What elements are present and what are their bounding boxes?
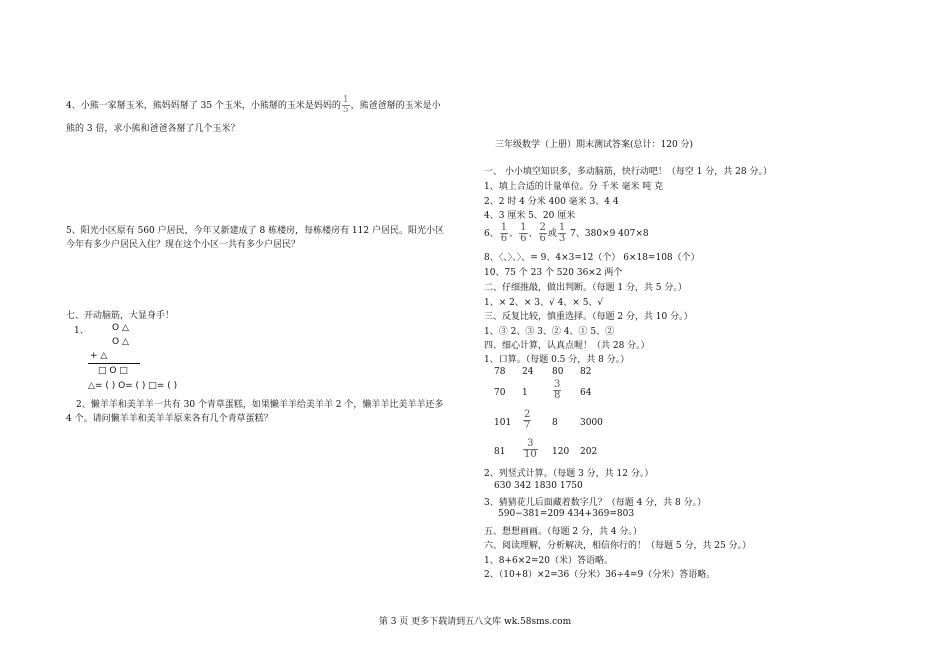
- s4-item-3-answers: 590−381=209 434+369=803: [498, 509, 635, 519]
- puzzle-2-line1: 2、懒羊羊和美羊羊一共有 30 个青草蛋糕，如果懒羊羊给美羊羊 2 个，懒羊羊比美羊羊还多: [76, 400, 444, 410]
- frac-numerator: 1: [500, 222, 508, 233]
- s2-answers: 1、× 2、× 3、√ 4、× 5、√: [484, 298, 604, 308]
- calc-cell: 82: [580, 367, 592, 377]
- section-1: 一、 小小填空知识多，多动脑筋，快行动吧！（每空 1 分，共 28 分。）: [484, 167, 772, 177]
- puzzle-row-2: O △: [112, 337, 129, 347]
- calc-cell: 24: [522, 367, 534, 377]
- s3-answers: 1、③ 2、③ 3、② 4、① 5、②: [484, 327, 615, 337]
- s4-item-1: 1、口算。（每题 0.5 分，共 8 分。）: [484, 355, 630, 365]
- section-3: 三、反复比较，慎重选择。（每题 2 分，共 10 分。）: [484, 312, 693, 322]
- question-5-line2: 今年有多少户居民入住？现在这个小区一共有多少户居民？: [66, 240, 301, 250]
- frac-numerator: 2: [539, 222, 546, 233]
- frac-denominator: 6: [539, 233, 546, 244]
- fraction-3: [539, 223, 547, 244]
- section-6: 六、阅读理解，分析解决，相信你行的！（每题 5 分，共 25 分。）: [484, 541, 752, 551]
- s1-6-tail: 7、380×9 407×8: [567, 229, 649, 239]
- frac-numerator: 2: [524, 409, 531, 420]
- s1-item-10: 10、75 个 23 个 520 36×2 两个: [484, 268, 623, 278]
- calc-cell: 202: [580, 447, 598, 457]
- frac-numerator: 3: [523, 439, 538, 450]
- frac-numerator: 1: [558, 222, 566, 233]
- fraction-one-fifth: [342, 96, 350, 115]
- calc-cell: 80: [552, 367, 564, 377]
- calc-cell: 8: [552, 418, 558, 428]
- calc-cell: 101: [494, 418, 512, 428]
- frac-denominator: 6: [500, 233, 508, 244]
- question-4-line1: [66, 96, 441, 115]
- separator: 或: [547, 229, 557, 239]
- fraction-4: [558, 223, 566, 244]
- separator: 、: [509, 229, 519, 239]
- frac-numerator: 1: [520, 222, 527, 233]
- q4-text-a: 4、小熊一家掰玉米，熊妈妈掰了 35 个玉米，小熊掰的玉米是妈妈的: [66, 101, 341, 111]
- puzzle-1-label: 1、: [74, 326, 89, 336]
- calc-cell: 120: [552, 447, 570, 457]
- s6-item-2: 2、（10+8）×2=36（分米）36÷4=9（分米）答语略。: [484, 570, 716, 580]
- question-5-line1: 5、阳光小区原有 560 户居民，今年又新建成了 8 栋楼房，每栋楼房有 112 户居民。阳光小区: [66, 226, 444, 236]
- frac-denominator: 7: [524, 420, 531, 431]
- section-4: 四、细心计算，认真点喔！（共 28 分。）: [484, 341, 650, 351]
- frac-denominator: 6: [520, 233, 527, 244]
- question-4-line2: 熊的 3 倍，求小熊和爸爸各掰了几个玉米？: [66, 124, 240, 134]
- s4-item-2: 2、列竖式计算。（每题 3 分，共 12 分。）: [484, 469, 654, 479]
- s1-6-prefix: 6、: [484, 229, 499, 239]
- calc-cell: 64: [580, 388, 592, 398]
- calc-cell: 70: [494, 388, 506, 398]
- s4-item-3: 3、猜猜花儿后面藏着数字几？（每题 4 分，共 8 分。）: [484, 498, 707, 508]
- frac-denominator: 3: [558, 233, 566, 244]
- section-5: 五、想想画画。（每题 2 分，共 4 分。）: [484, 527, 642, 537]
- s4-item-2-answers: 630 342 1830 1750: [494, 481, 583, 491]
- frac-denominator: 8: [554, 390, 561, 401]
- puzzle-row-1: O △: [112, 323, 129, 333]
- s1-item-8: 8、〈、〉、〉、= 9、4×3=12（个） 6×18=108（个）: [484, 253, 700, 263]
- sum-line: [88, 363, 140, 364]
- calc-fraction: [522, 410, 532, 431]
- calc-cell: 78: [494, 367, 506, 377]
- puzzle-answer: △= ( ) O= ( ) □= ( ): [88, 381, 178, 391]
- fraction-2: [519, 223, 527, 244]
- frac-denominator: 5: [342, 105, 349, 115]
- s1-item-2: 2、2 时 4 分米 400 毫米 3、4 4: [484, 197, 619, 207]
- fraction-1: [500, 223, 508, 244]
- puzzle-row-3: + △: [90, 351, 108, 361]
- section-7-title: 七、开动脑筋，大显身手！: [66, 311, 175, 321]
- s6-item-1: 1、8+6×2=20（米）答语略。: [484, 556, 613, 566]
- frac-numerator: 3: [554, 379, 561, 390]
- q4-text-b: ，熊爸爸掰的玉米是小: [350, 101, 441, 111]
- separator: 、: [528, 229, 538, 239]
- s1-item-4: 4、3 厘米 5、20 厘米: [484, 211, 576, 221]
- puzzle-2-line2: 4 个。请问懒羊羊和美羊羊原来各有几个青草蛋糕？: [66, 414, 273, 424]
- s1-item-6: [484, 223, 649, 244]
- s1-item-1: 1、填上合适的计量单位。分 千米 毫米 吨 克: [484, 182, 664, 192]
- calc-cell: 3000: [580, 418, 603, 428]
- calc-cell: 1: [522, 388, 528, 398]
- calc-fraction: [522, 439, 539, 460]
- frac-numerator: 1: [342, 95, 349, 105]
- frac-denominator: 10: [524, 449, 537, 460]
- calc-fraction: [552, 380, 562, 401]
- section-2: 二、仔细推敲，做出判断。（每题 1 分，共 5 分。）: [484, 283, 687, 293]
- puzzle-row-4: □ O □: [98, 366, 128, 376]
- answer-key-title: 三年级数学（上册）期末测试答案(总计：120 分): [495, 140, 694, 150]
- page-footer: 第 3 页 更多下载请到五八文库 wk.58sms.com: [378, 617, 572, 627]
- calc-cell: 81: [494, 447, 506, 457]
